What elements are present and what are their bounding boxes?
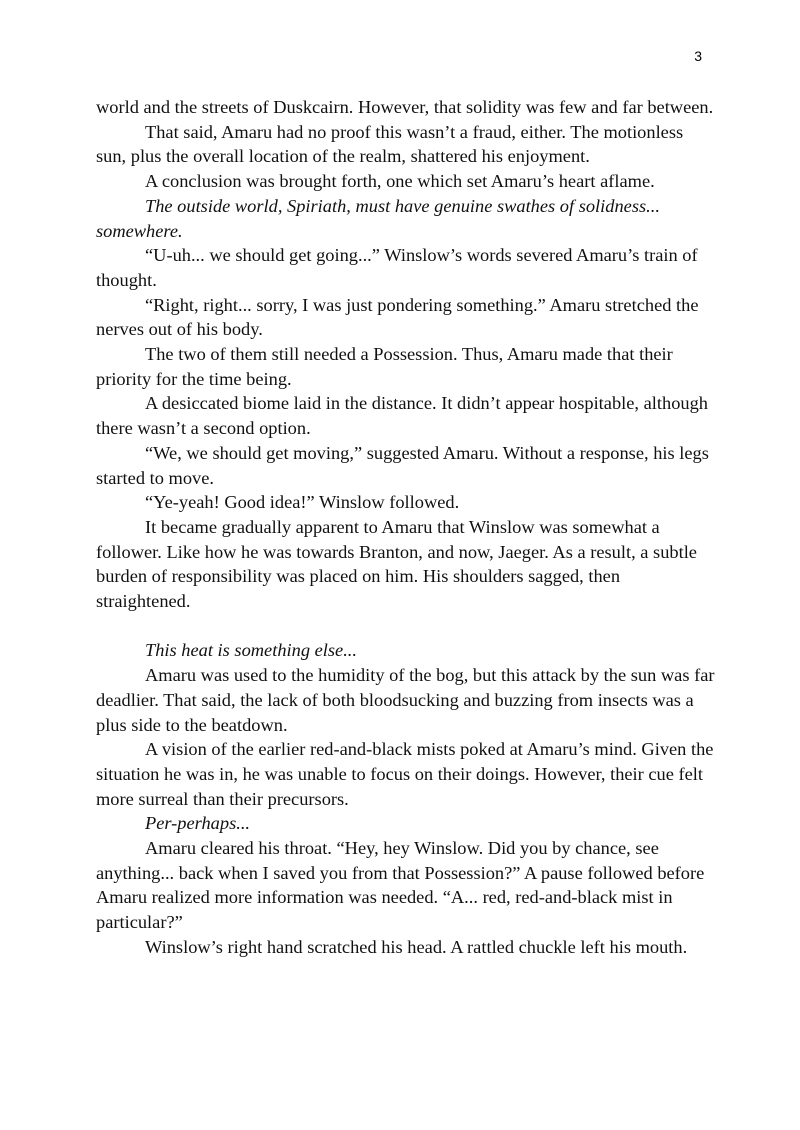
italic-thought-paragraph: This heat is something else...	[145, 640, 357, 661]
paragraph: That said, Amaru had no proof this wasn’t a fraud, either. The motionless sun, plus the overall location of the realm, shattered his enjoyment.	[96, 121, 684, 167]
paragraph: A desiccated biome laid in the distance. It didn’t appear hospitable, although there wasn’t a second option.	[96, 393, 708, 439]
dialogue-paragraph: “Ye-yeah! Good idea!” Winslow followed.	[145, 492, 460, 513]
paragraph: Winslow’s right hand scratched his head. A rattled chuckle left his mouth.	[145, 936, 688, 957]
paragraph: world and the streets of Duskcairn. However, that solidity was few and far between.	[96, 97, 714, 117]
dialogue-paragraph: Amaru cleared his throat. “Hey, hey Winslow. Did you by chance, see anything... back when I saved you from that Possession?” A pause followed before Amaru realized more information was needed. “A... red, red-and-black mist in particular?”	[96, 838, 705, 933]
italic-thought-paragraph: Per-perhaps...	[145, 813, 251, 834]
paragraph: A vision of the earlier red-and-black mists poked at Amaru’s mind. Given the situation he was in, he was unable to focus on their doings. However, their cue felt more surreal than their precursors.	[96, 739, 714, 809]
paragraph: The two of them still needed a Possession. Thus, Amaru made that their priority for the time being.	[96, 344, 673, 389]
italic-thought-paragraph: The outside world, Spiriath, must have genuine swathes of solidness... somewhere.	[96, 195, 660, 241]
document-body	[96, 95, 716, 960]
paragraph: It became gradually apparent to Amaru that Winslow was somewhat a follower. Like how he was towards Branton, and now, Jaeger. As a result, a subtle burden of responsibility was placed on him. His shoulders sagged, then straightened.	[96, 516, 697, 612]
paragraph: A conclusion was brought forth, one which set Amaru’s heart aflame.	[145, 171, 655, 192]
dialogue-paragraph: “We, we should get moving,” suggested Amaru. Without a response, his legs started to move.	[96, 442, 709, 488]
dialogue-paragraph: “U-uh... we should get going...” Winslow’s words severed Amaru’s train of thought.	[96, 245, 698, 290]
section-break	[96, 614, 716, 639]
page-number: 3	[694, 48, 702, 64]
paragraph: Amaru was used to the humidity of the bog, but this attack by the sun was far deadlier. That said, the lack of both bloodsucking and buzzing from insects was a plus side to the beatdown.	[96, 665, 715, 735]
dialogue-paragraph: “Right, right... sorry, I was just pondering something.” Amaru stretched the nerves out of his body.	[96, 294, 699, 340]
